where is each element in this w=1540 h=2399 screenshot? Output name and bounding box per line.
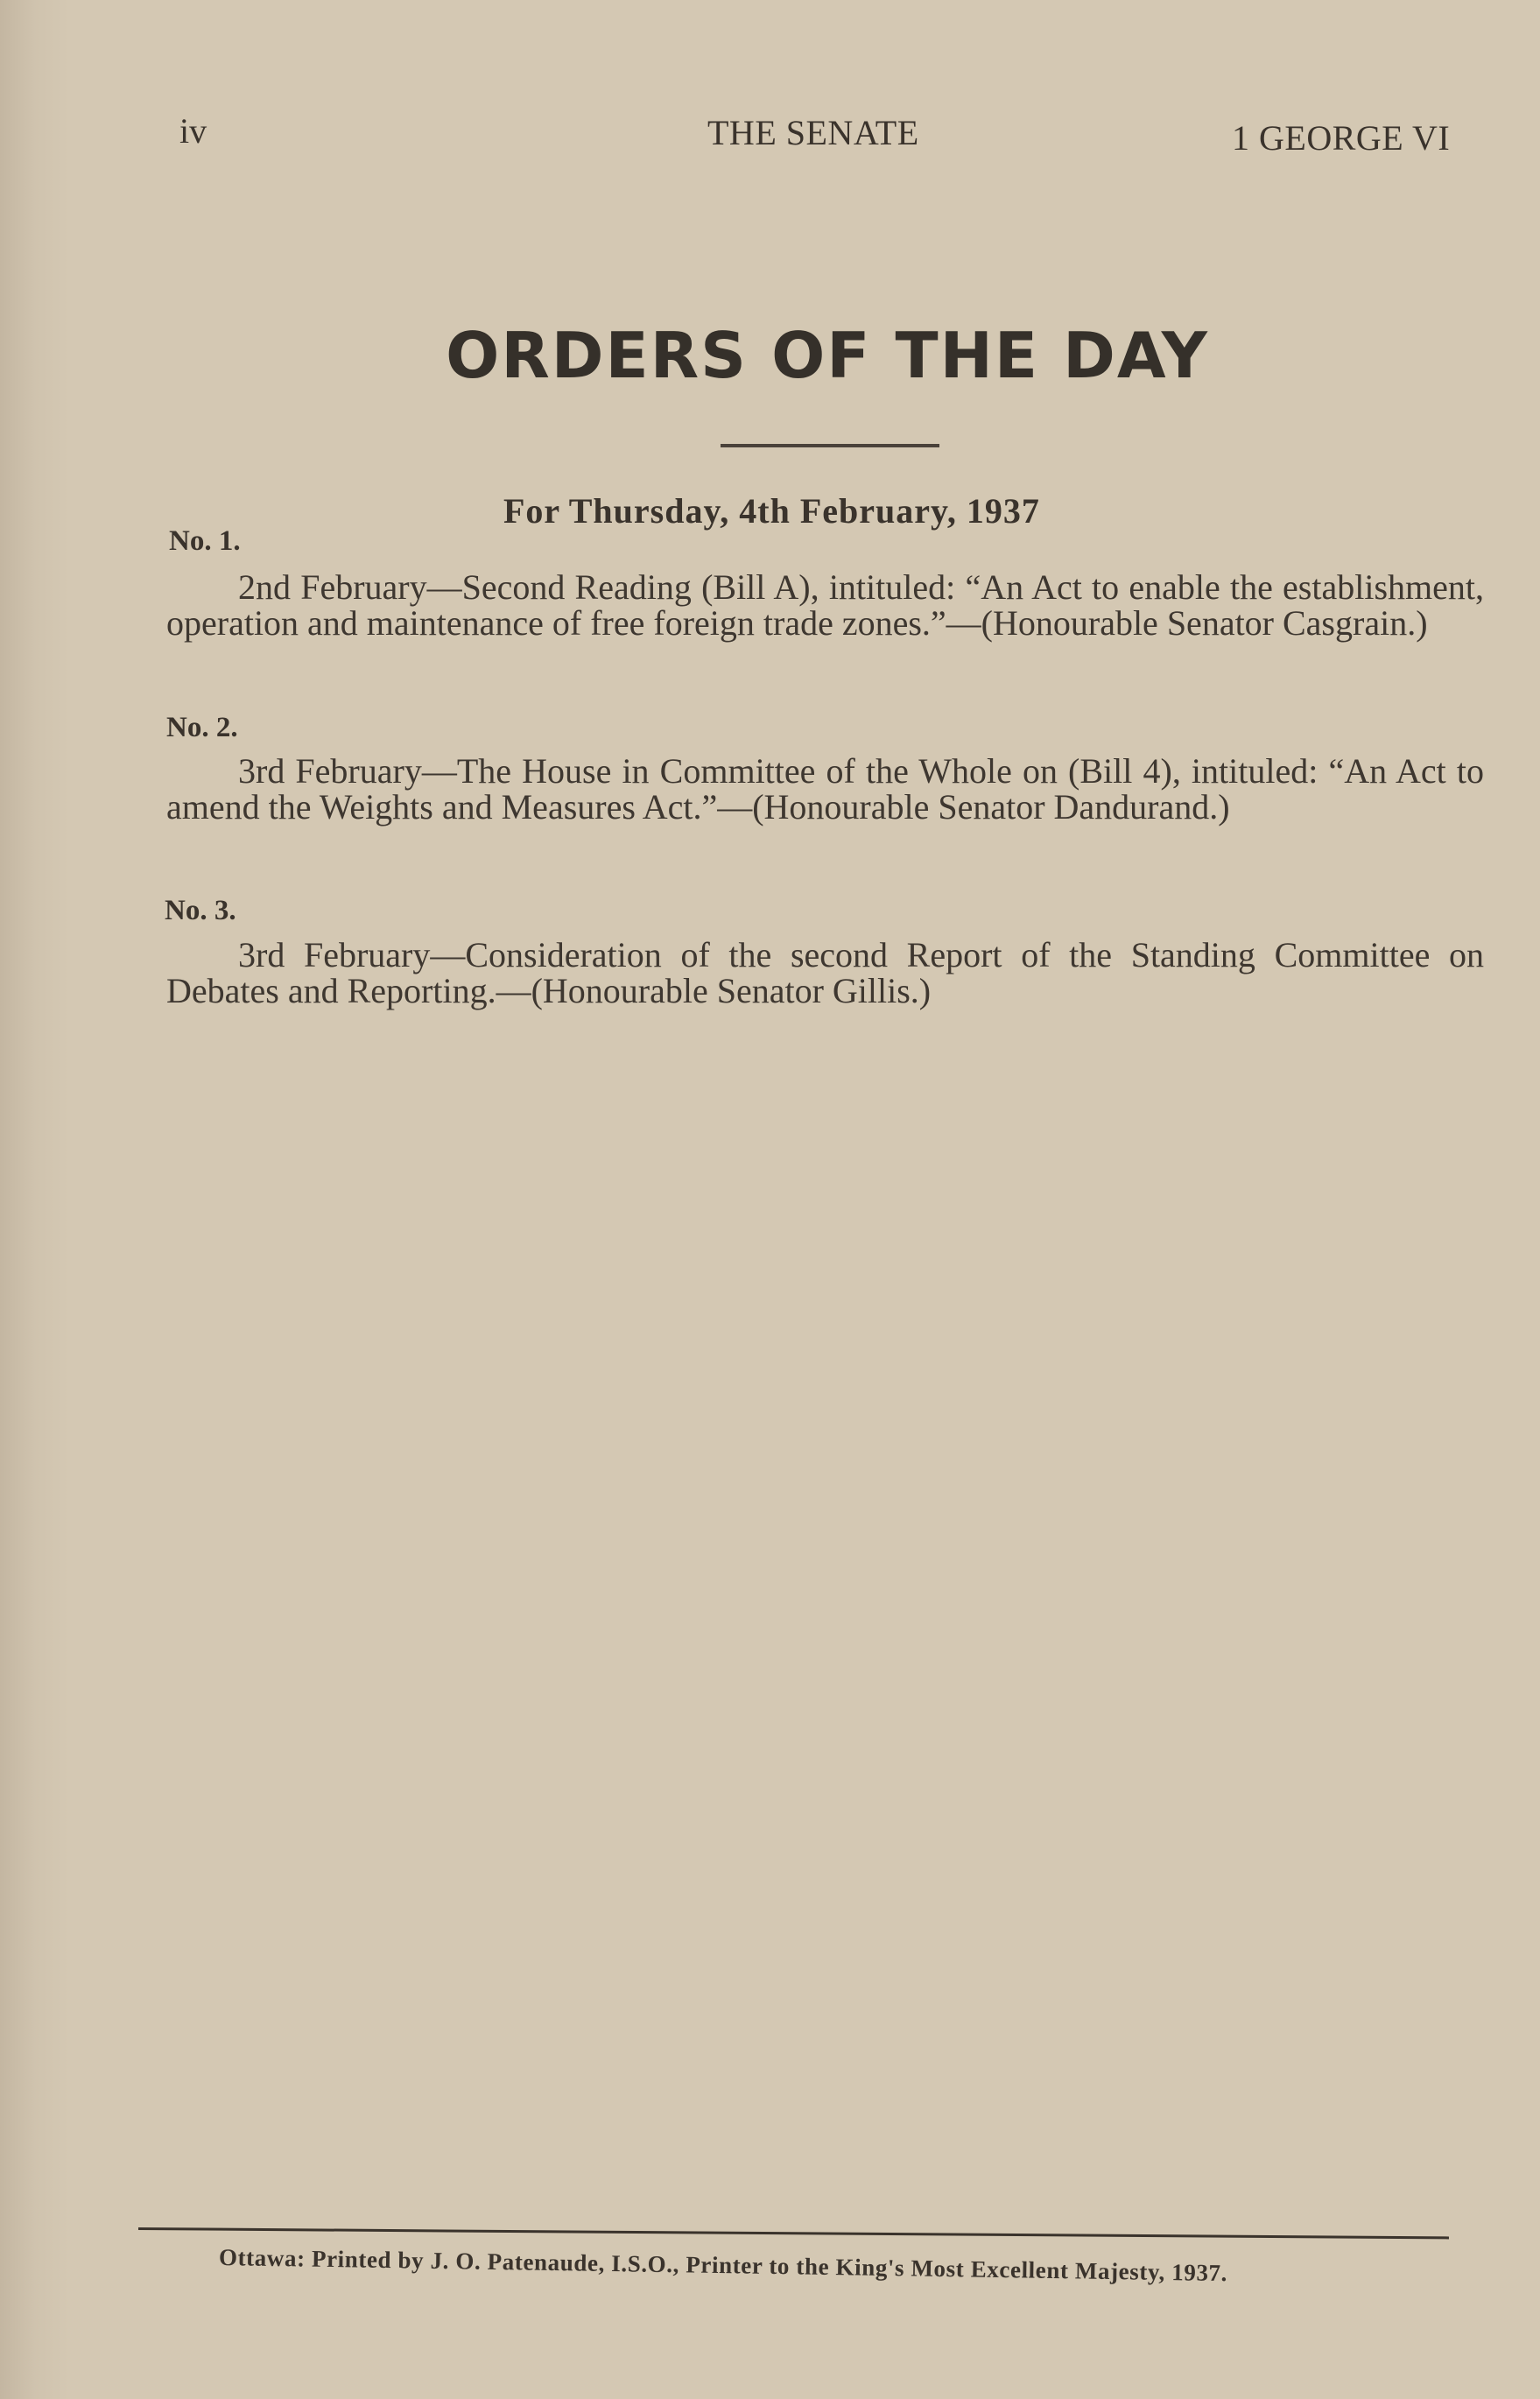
page-number: iv bbox=[179, 111, 207, 151]
item-text-3 bbox=[166, 937, 1484, 1009]
footer-rule bbox=[138, 2227, 1449, 2239]
regnal-year: 1 GEORGE VI bbox=[1232, 118, 1451, 158]
item-text-3-content: 3rd February—Consideration of the second Report of the Standing Committee on Debates and Reporting.—(Honourable Senator Gillis.) bbox=[166, 935, 1484, 1010]
item-text-1 bbox=[166, 569, 1484, 641]
page-title: ORDERS OF THE DAY bbox=[446, 319, 1209, 392]
item-number-2: No. 2. bbox=[166, 712, 238, 743]
item-text-2 bbox=[166, 753, 1484, 825]
item-number-3: No. 3. bbox=[165, 895, 236, 926]
title-rule bbox=[721, 444, 939, 447]
item-number-1: No. 1. bbox=[169, 525, 241, 557]
date-line: For Thursday, 4th February, 1937 bbox=[503, 491, 1040, 531]
running-title: THE SENATE bbox=[707, 113, 919, 152]
item-text-2-content: 3rd February—The House in Committee of the Whole on (Bill 4), intituled: “An Act to amend the Weights and Measures Act.”—(Honourable Senator Dandurand.) bbox=[166, 751, 1484, 827]
running-head bbox=[0, 110, 1540, 163]
item-text-1-content: 2nd February—Second Reading (Bill A), intituled: “An Act to enable the establishment, operation and maintenance of free foreign trade zones.”—(Honourable Senator Casgrain.) bbox=[166, 567, 1484, 643]
printer-imprint: Ottawa: Printed by J. O. Patenaude, I.S.O., Printer to the King's Most Excellent Majesty, 1937. bbox=[218, 2244, 1228, 2287]
